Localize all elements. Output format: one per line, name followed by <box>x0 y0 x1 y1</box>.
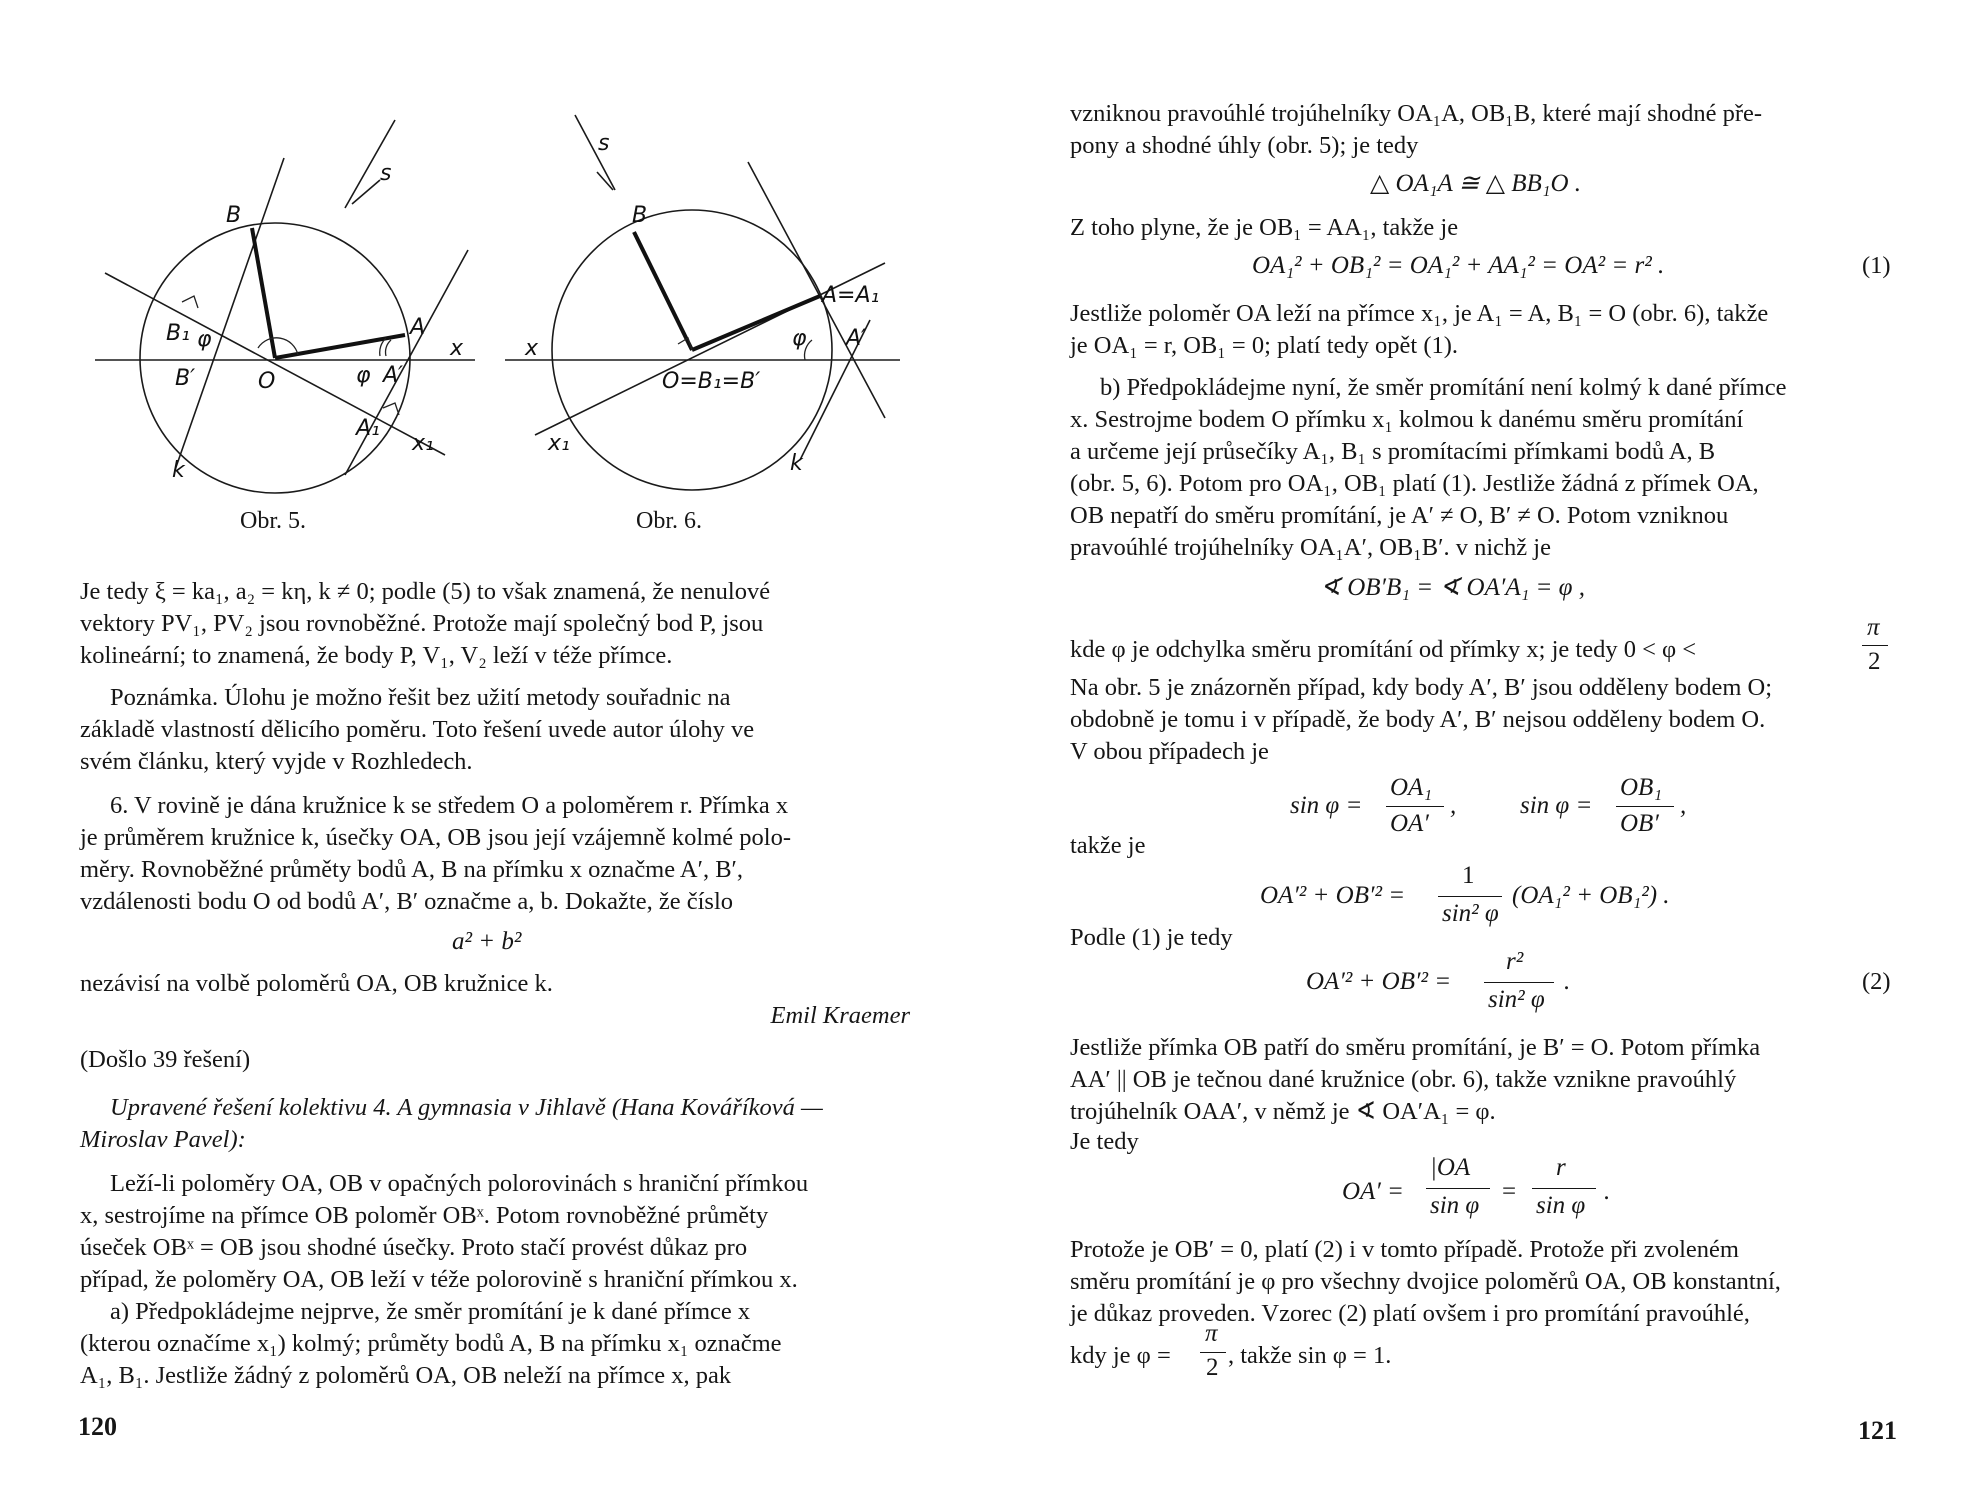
text-line: kolineární; to znamená, že body P, V₁, V₂ leží v téže přímce. <box>80 642 673 669</box>
right-page <box>990 0 1980 1500</box>
equation-2-end: . <box>1564 968 1571 995</box>
fig6-label-A-prime: A′ <box>846 326 867 351</box>
formula-a2-b2: a² + b² <box>452 928 522 955</box>
fig5-label-A-prime: A′ <box>383 363 404 388</box>
fig6-label-A-eq: A=A₁ <box>822 283 880 308</box>
text-line: kdy je φ = <box>1070 1342 1171 1369</box>
fig5-label-x1: x₁ <box>412 431 434 456</box>
text-line: pony a shodné úhly (obr. 5); je tedy <box>1070 132 1419 159</box>
text-line: a) Předpokládejme nejprve, že směr promítání je k dané přímce x <box>110 1298 751 1325</box>
fig5-label-phi-right: φ <box>356 363 371 388</box>
text-line: takže je <box>1070 832 1146 859</box>
problem-line: 6. V rovině je dána kružnice k se středem O a poloměrem r. Přímka x <box>110 792 789 819</box>
fraction-bar <box>1532 1188 1596 1189</box>
text-line: Je tedy ξ = ka₁, a₂ = kη, k ≠ 0; podle (5) to však znamená, že nenulové <box>80 578 771 605</box>
equation-3-den1: sin φ <box>1430 1192 1480 1219</box>
text-line: trojúhelník OAA′, v němž je ∢ OA′A₁ = φ. <box>1070 1098 1496 1125</box>
fig6-label-B: B <box>632 203 648 228</box>
fig5-label-x: x <box>450 336 464 361</box>
text-line: Podle (1) je tedy <box>1070 924 1233 951</box>
text-line: pravoúhlé trojúhelníky OA₁A′, OB₁B′. v nichž je <box>1070 534 1551 561</box>
equation-2-lhs: OA′² + OB′² = <box>1306 968 1452 995</box>
equation-1-number: (1) <box>1862 252 1891 279</box>
fraction-numerator: π <box>1205 1320 1218 1347</box>
problem-line: měry. Rovnoběžné průměty bodů A, B na přímku x označme A′, B′, <box>80 856 744 883</box>
fig5-label-B-prime: B′ <box>175 366 196 391</box>
text-line: kde φ je odchylka směru promítání od přímky x; je tedy 0 < φ < <box>1070 636 1697 663</box>
figure-6 <box>500 105 910 505</box>
sum-eq-lhs: OA′² + OB′² = <box>1260 882 1406 909</box>
figure-6-caption: Obr. 6. <box>636 508 702 534</box>
text-line: Jestliže poloměr OA leží na přímce x₁, je A₁ = A, B₁ = O (obr. 6), takže <box>1070 300 1769 327</box>
text-line: AA′ || OB je tečnou dané kružnice (obr. 6), takže vznikne pravoúhlý <box>1070 1066 1737 1093</box>
text-line: Je tedy <box>1070 1128 1139 1155</box>
text-line: obdobně je tomu i v případě, že body A′, B′ nejsou odděleny bodem O. <box>1070 706 1766 733</box>
text-line: (kterou označíme x₁) kolmý; průměty bodů A, B na přímku x₁ označme <box>80 1330 782 1357</box>
fig6-label-s: s <box>598 131 610 156</box>
text-line: (obr. 5, 6). Potom pro OA₁, OB₁ platí (1). Jestliže žádná z přímek OA, <box>1070 470 1759 497</box>
text-line: Protože je OB′ = 0, platí (2) i v tomto případě. Protože při zvoleném <box>1070 1236 1739 1263</box>
fraction-bar <box>1616 806 1674 807</box>
fraction-bar <box>1438 896 1502 897</box>
text-line: vektory PV₁, PV₂ jsou rovnoběžné. Protože mají společný bod P, jsou <box>80 610 764 637</box>
note-line: Poznámka. Úlohu je možno řešit bez užití metody souřadnic na <box>110 684 731 711</box>
text-line: Na obr. 5 je znázorněn případ, kdy body A′, B′ jsou odděleny bodem O; <box>1070 674 1773 701</box>
fig5-label-phi-left: φ <box>197 327 212 352</box>
equation-3-end: . <box>1604 1178 1611 1205</box>
sum-eq-rhs: (OA₁² + OB₁²) . <box>1512 882 1670 909</box>
text-line: směru promítání je φ pro všechny dvojice poloměrů OA, OB konstantní, <box>1070 1268 1781 1295</box>
fig5-label-B: B <box>226 203 242 228</box>
figure-5-caption: Obr. 5. <box>240 508 306 534</box>
text-line: Z toho plyne, že je OB₁ = AA₁, takže je <box>1070 214 1459 241</box>
problem-author: Emil Kraemer <box>770 1002 910 1029</box>
sin-eq-2-den: OB′ <box>1620 810 1659 837</box>
sin-eq-2-lhs: sin φ = <box>1520 792 1593 819</box>
sin-eq-1-den: OA′ <box>1390 810 1429 837</box>
text-line: případ, že poloměry OA, OB leží v téže polorovině s hraniční přímkou x. <box>80 1266 798 1293</box>
text-line: , takže sin φ = 1. <box>1228 1342 1392 1369</box>
fig6-label-k: k <box>790 451 803 476</box>
figure-5 <box>85 105 495 505</box>
fraction-bar <box>1386 806 1444 807</box>
equation-3-num2: r <box>1556 1154 1566 1181</box>
text-line: Leží-li poloměry OA, OB v opačných polorovinách s hraniční přímkou <box>110 1170 809 1197</box>
equation-3-lhs: OA′ = <box>1342 1178 1404 1205</box>
fig5-label-A: A <box>410 315 426 340</box>
sin-eq-1-end: , <box>1450 792 1457 819</box>
problem-line: vzdálenosti bodu O od bodů A′, B′ označme a, b. Dokažte, že číslo <box>80 888 733 915</box>
solution-authors-line: Miroslav Pavel): <box>80 1126 246 1153</box>
equation-2-den: sin² φ <box>1488 986 1545 1013</box>
page-number: 121 <box>1858 1416 1897 1445</box>
fig6-label-phi: φ <box>792 326 807 351</box>
text-line: x. Sestrojme bodem O přímku x₁ kolmou k danému směru promítání <box>1070 406 1744 433</box>
fraction-numerator: π <box>1867 614 1880 641</box>
fraction-denominator: 2 <box>1868 648 1881 675</box>
fraction-denominator: 2 <box>1206 1354 1219 1381</box>
fig5-label-O: O <box>258 369 276 394</box>
sin-eq-2-num: OB₁ <box>1620 774 1663 801</box>
equation-3-num1: |OA <box>1430 1154 1471 1181</box>
fraction-bar <box>1426 1188 1490 1189</box>
fig5-label-B1: B₁ <box>166 321 190 346</box>
text-line: vzniknou pravoúhlé trojúhelníky OA₁A, OB₁B, které mají shodné pře- <box>1070 100 1763 127</box>
solutions-count: (Došlo 39 řešení) <box>80 1046 251 1073</box>
equation-3-mid: = <box>1502 1178 1517 1205</box>
text-line: OB nepatří do směru promítání, je A′ ≠ O, B′ ≠ O. Potom vzniknou <box>1070 502 1729 529</box>
equation-3-den2: sin φ <box>1536 1192 1586 1219</box>
text-line: je OA₁ = r, OB₁ = 0; platí tedy opět (1). <box>1070 332 1459 359</box>
text-line: úseček OBˣ = OB jsou shodné úsečky. Proto stačí provést důkaz pro <box>80 1234 748 1261</box>
equation-1: OA₁² + OB₁² = OA₁² + AA₁² = OA² = r² . <box>1252 252 1665 279</box>
text-line: je důkaz proveden. Vzorec (2) platí ovšem i pro promítání pravoúhlé, <box>1070 1300 1750 1327</box>
fraction-bar <box>1484 982 1554 983</box>
text-line: x, sestrojíme na přímce OB poloměr OBˣ. Potom rovnoběžné průměty <box>80 1202 769 1229</box>
fig5-label-s: s <box>380 161 392 186</box>
problem-line: nezávisí na volbě poloměrů OA, OB kružnice k. <box>80 970 553 997</box>
problem-line: je průměrem kružnice k, úsečky OA, OB jsou její vzájemně kolmé polo- <box>80 824 791 851</box>
text-line: A₁, B₁. Jestliže žádný z poloměrů OA, OB neleží na přímce x, pak <box>80 1362 732 1389</box>
fig6-label-O-eq: O=B₁=B′ <box>662 369 761 394</box>
text-line: V obou případech je <box>1070 738 1269 765</box>
fig6-label-x1: x₁ <box>548 431 570 456</box>
page-number: 120 <box>78 1412 117 1441</box>
sin-eq-2-end: , <box>1680 792 1687 819</box>
sum-eq-den: sin² φ <box>1442 900 1499 927</box>
sin-eq-1-lhs: sin φ = <box>1290 792 1363 819</box>
sin-eq-1-num: OA₁ <box>1390 774 1433 801</box>
equation-congruence: △ OA₁A ≅ △ BB₁O . <box>1370 170 1582 197</box>
equation-2-number: (2) <box>1862 968 1891 995</box>
fig5-label-A1: A₁ <box>356 416 380 441</box>
fig6-label-x: x <box>525 336 539 361</box>
text-line: svém článku, který vyjde v Rozhledech. <box>80 748 473 775</box>
solution-authors-line: Upravené řešení kolektivu 4. A gymnasia v Jihlavě (Hana Kováříková — <box>110 1094 823 1121</box>
equation-2-num: r² <box>1506 948 1524 975</box>
equation-angles: ∢ OB′B₁ = ∢ OA′A₁ = φ , <box>1320 574 1585 601</box>
text-line: základě vlastností dělicího poměru. Toto řešení uvede autor úlohy ve <box>80 716 755 743</box>
sum-eq-num: 1 <box>1462 862 1475 889</box>
fig5-label-k: k <box>172 458 185 483</box>
text-line: a určeme její průsečíky A₁, B₁ s promítacími přímkami bodů A, B <box>1070 438 1716 465</box>
text-line: Jestliže přímka OB patří do směru promítání, je B′ = O. Potom přímka <box>1070 1034 1761 1061</box>
text-line: b) Předpokládejme nyní, že směr promítání není kolmý k dané přímce <box>1100 374 1787 401</box>
